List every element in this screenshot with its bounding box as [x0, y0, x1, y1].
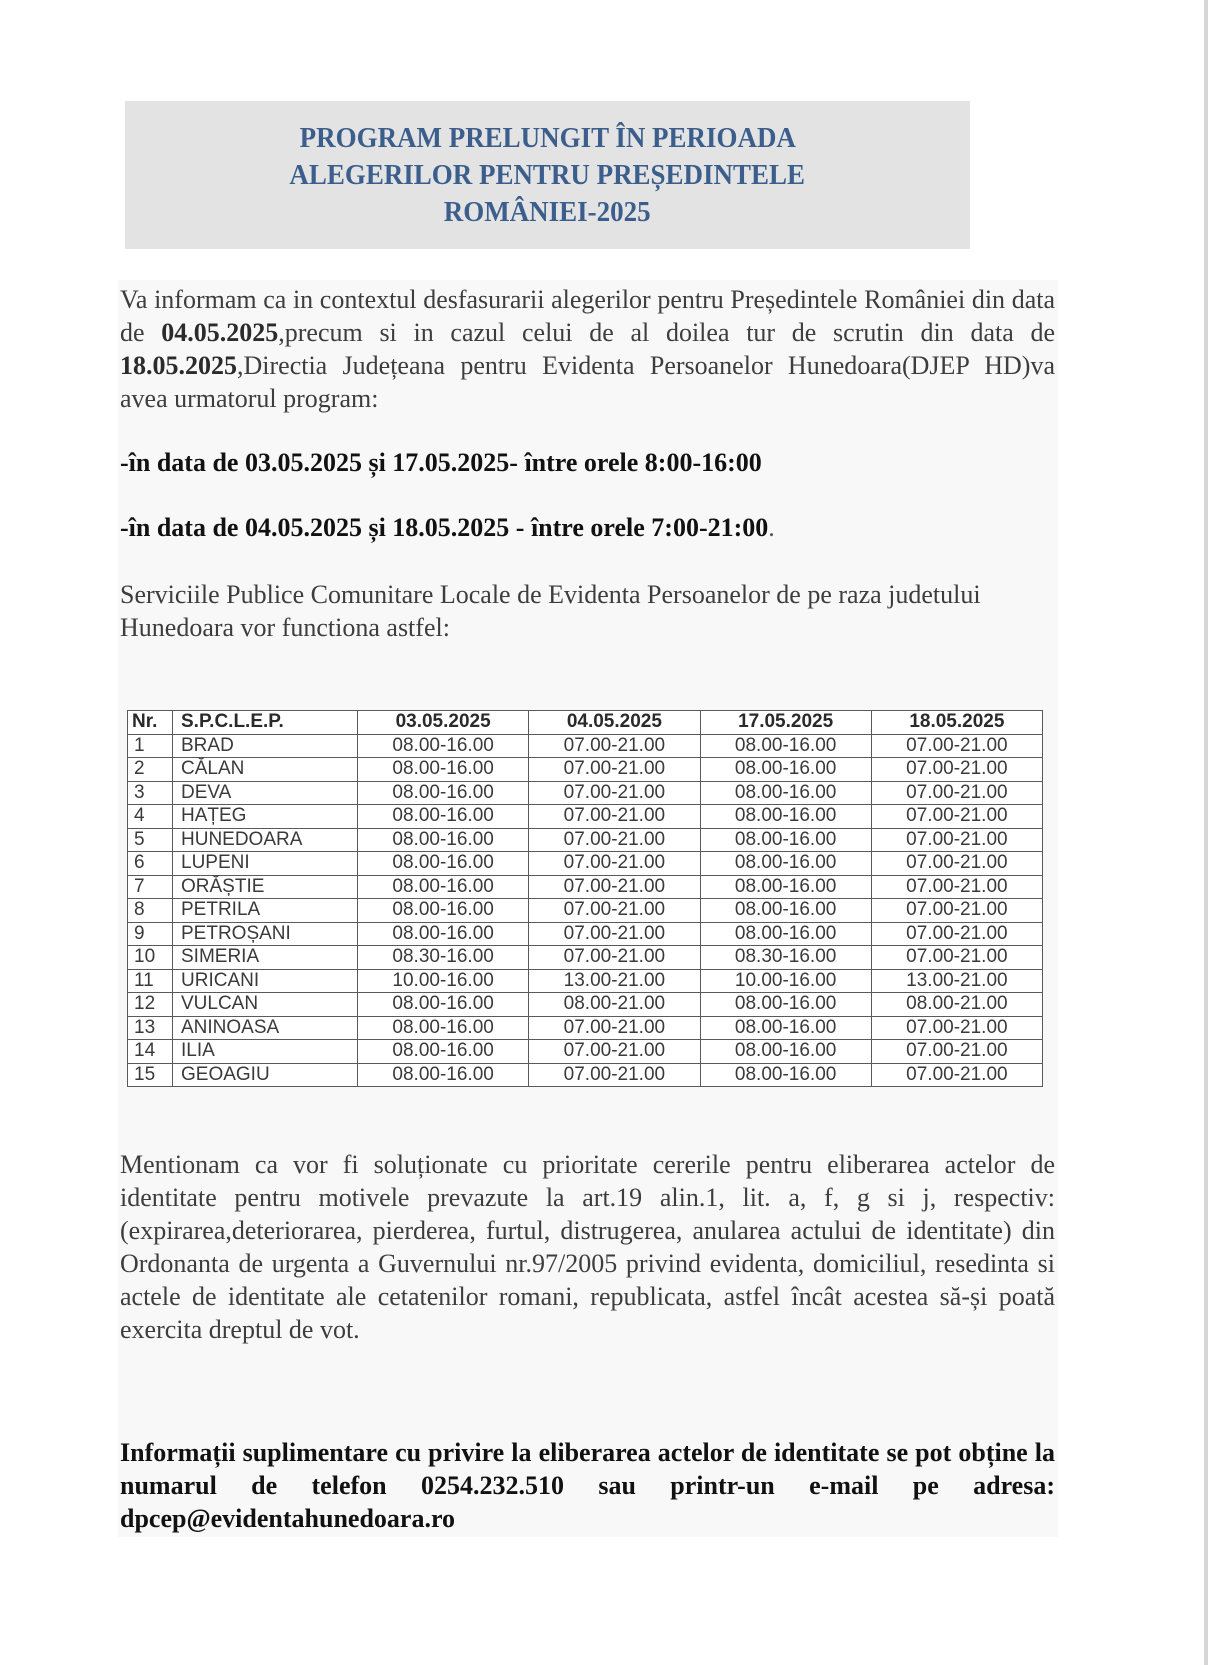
hours-03-05: 08.00-16.00 [358, 875, 529, 899]
hours-18-05: 08.00-21.00 [871, 993, 1042, 1017]
hours-17-05: 08.00-16.00 [700, 805, 871, 829]
spclep-name: LUPENI [173, 852, 358, 876]
intro-text-3: ,Directia Județeana pentru Evidenta Persoanelor Hunedoara(DJEP HD)va avea urmatorul program: [120, 351, 1055, 413]
table-row [128, 805, 1043, 829]
table-row [128, 1063, 1043, 1087]
schedule-line-text: -în data de 04.05.2025 și 18.05.2025 - între orele 7:00-21:00 [120, 513, 769, 542]
spclep-name: BRAD [173, 734, 358, 758]
row-number: 13 [128, 1016, 173, 1040]
hours-17-05: 08.00-16.00 [700, 993, 871, 1017]
hours-17-05: 08.00-16.00 [700, 1063, 871, 1087]
title-banner [125, 101, 970, 249]
hours-04-05: 07.00-21.00 [529, 1016, 700, 1040]
footer-text: Informații suplimentare cu privire la eliberarea actelor de identitate se pot obține la numarul de telefon [120, 1438, 1055, 1500]
table-row [128, 852, 1043, 876]
hours-04-05: 13.00-21.00 [529, 969, 700, 993]
header-date-3: 17.05.2025 [700, 711, 871, 735]
row-number: 8 [128, 899, 173, 923]
priority-note: Mentionam ca vor fi soluționate cu prioritate cererile pentru eliberarea actelor de identitate pentru motivele prevazute la art.19 alin.1, lit. a, f, g si j, respectiv:(expirarea,deteriorarea, pierderea, furtul, distrugerea, anularea actului de identitate) din Ordonanta de urgenta a Guvernului nr.97/2005 privind evidenta, domiciliul, resedinta si actele de identitate ale cetatenilor romani, republicata, astfel încât acestea să-și poată exercita dreptul de vot. [120, 1150, 1055, 1344]
schedule-line-saturdays [120, 448, 762, 478]
hours-04-05: 07.00-21.00 [529, 734, 700, 758]
hours-04-05: 07.00-21.00 [529, 781, 700, 805]
row-number: 10 [128, 946, 173, 970]
spclep-name: ORĂȘTIE [173, 875, 358, 899]
hours-03-05: 08.00-16.00 [358, 899, 529, 923]
hours-03-05: 08.00-16.00 [358, 922, 529, 946]
hours-03-05: 08.00-16.00 [358, 1040, 529, 1064]
header-date-1: 03.05.2025 [358, 711, 529, 735]
title-line-3: ROMÂNIEI-2025 [444, 195, 651, 228]
row-number: 6 [128, 852, 173, 876]
hours-18-05: 07.00-21.00 [871, 1040, 1042, 1064]
row-number: 7 [128, 875, 173, 899]
header-date-4: 18.05.2025 [871, 711, 1042, 735]
hours-18-05: 07.00-21.00 [871, 852, 1042, 876]
hours-03-05: 08.00-16.00 [358, 758, 529, 782]
hours-04-05: 07.00-21.00 [529, 899, 700, 923]
hours-17-05: 10.00-16.00 [700, 969, 871, 993]
email-address[interactable]: dpcep@evidentahunedoara.ro [120, 1504, 456, 1533]
table-row [128, 875, 1043, 899]
hours-18-05: 07.00-21.00 [871, 899, 1042, 923]
intro-text-1: Va informam ca in contextul desfasurarii alegerilor pentru Președintele României din data de [120, 285, 1055, 347]
hours-03-05: 08.00-16.00 [358, 828, 529, 852]
title-line-1: PROGRAM PRELUNGIT ÎN PERIOADA [299, 121, 796, 154]
hours-04-05: 07.00-21.00 [529, 852, 700, 876]
row-number: 15 [128, 1063, 173, 1087]
hours-04-05: 07.00-21.00 [529, 946, 700, 970]
hours-04-05: 07.00-21.00 [529, 758, 700, 782]
spclep-name: VULCAN [173, 993, 358, 1017]
hours-18-05: 07.00-21.00 [871, 758, 1042, 782]
table-row [128, 758, 1043, 782]
phone-number[interactable]: 0254.232.510 [420, 1471, 564, 1500]
spclep-name: GEOAGIU [173, 1063, 358, 1087]
table-row [128, 899, 1043, 923]
first-round-date: 04.05.2025 [161, 318, 279, 347]
table-row [128, 828, 1043, 852]
spclep-name: SIMERIA [173, 946, 358, 970]
schedule-table [127, 710, 1043, 1087]
spclep-name: CĂLAN [173, 758, 358, 782]
hours-03-05: 08.00-16.00 [358, 781, 529, 805]
schedule-line-text: -în data de 03.05.2025 și 17.05.2025- între orele 8:00-16:00 [120, 448, 762, 477]
hours-04-05: 07.00-21.00 [529, 875, 700, 899]
hours-17-05: 08.00-16.00 [700, 922, 871, 946]
intro-paragraph [120, 283, 1055, 415]
title-line-2: ALEGERILOR PENTRU PREȘEDINTELE [289, 158, 806, 191]
hours-04-05: 07.00-21.00 [529, 1063, 700, 1087]
spclep-name: URICANI [173, 969, 358, 993]
header-nr: Nr. [128, 711, 173, 735]
row-number: 3 [128, 781, 173, 805]
spclep-name: ANINOASA [173, 1016, 358, 1040]
row-number: 9 [128, 922, 173, 946]
hours-17-05: 08.00-16.00 [700, 734, 871, 758]
row-number: 1 [128, 734, 173, 758]
row-number: 11 [128, 969, 173, 993]
hours-18-05: 07.00-21.00 [871, 805, 1042, 829]
hours-04-05: 07.00-21.00 [529, 805, 700, 829]
table-row [128, 922, 1043, 946]
table-row [128, 734, 1043, 758]
hours-18-05: 07.00-21.00 [871, 1016, 1042, 1040]
schedule-line-sundays [120, 513, 775, 543]
hours-17-05: 08.00-16.00 [700, 758, 871, 782]
spclep-name: DEVA [173, 781, 358, 805]
hours-18-05: 07.00-21.00 [871, 922, 1042, 946]
hours-17-05: 08.30-16.00 [700, 946, 871, 970]
hours-18-05: 07.00-21.00 [871, 828, 1042, 852]
row-number: 2 [128, 758, 173, 782]
spclep-name: PETROȘANI [173, 922, 358, 946]
hours-03-05: 08.00-16.00 [358, 993, 529, 1017]
hours-18-05: 07.00-21.00 [871, 734, 1042, 758]
table-row [128, 1040, 1043, 1064]
hours-17-05: 08.00-16.00 [700, 1040, 871, 1064]
hours-04-05: 08.00-21.00 [529, 993, 700, 1017]
row-number: 5 [128, 828, 173, 852]
table-row [128, 781, 1043, 805]
hours-03-05: 10.00-16.00 [358, 969, 529, 993]
schedule-line-suffix: . [768, 513, 775, 542]
hours-17-05: 08.00-16.00 [700, 828, 871, 852]
hours-03-05: 08.30-16.00 [358, 946, 529, 970]
hours-03-05: 08.00-16.00 [358, 805, 529, 829]
hours-17-05: 08.00-16.00 [700, 781, 871, 805]
spclep-name: HAȚEG [173, 805, 358, 829]
hours-04-05: 07.00-21.00 [529, 1040, 700, 1064]
hours-17-05: 08.00-16.00 [700, 852, 871, 876]
page-edge-divider [1204, 0, 1208, 1665]
hours-17-05: 08.00-16.00 [700, 1016, 871, 1040]
hours-03-05: 08.00-16.00 [358, 1063, 529, 1087]
hours-18-05: 13.00-21.00 [871, 969, 1042, 993]
hours-03-05: 08.00-16.00 [358, 1016, 529, 1040]
row-number: 4 [128, 805, 173, 829]
hours-18-05: 07.00-21.00 [871, 1063, 1042, 1087]
contact-footer [120, 1436, 1055, 1535]
second-round-date: 18.05.2025 [120, 351, 237, 380]
table-header-row [128, 711, 1043, 735]
table-row [128, 1016, 1043, 1040]
hours-03-05: 08.00-16.00 [358, 852, 529, 876]
table-row [128, 946, 1043, 970]
header-spclep: S.P.C.L.E.P. [173, 711, 358, 735]
table-row [128, 969, 1043, 993]
services-intro: Serviciile Publice Comunitare Locale de Evidenta Persoanelor de pe raza judetului Hunedoara vor functiona astfel: [120, 580, 981, 642]
footer-text-middle: sau printr-un e-mail pe adresa: [563, 1471, 1055, 1500]
header-date-2: 04.05.2025 [529, 711, 700, 735]
row-number: 12 [128, 993, 173, 1017]
hours-18-05: 07.00-21.00 [871, 946, 1042, 970]
table-row [128, 993, 1043, 1017]
hours-04-05: 07.00-21.00 [529, 922, 700, 946]
spclep-name: ILIA [173, 1040, 358, 1064]
spclep-name: HUNEDOARA [173, 828, 358, 852]
hours-17-05: 08.00-16.00 [700, 875, 871, 899]
hours-04-05: 07.00-21.00 [529, 828, 700, 852]
hours-17-05: 08.00-16.00 [700, 899, 871, 923]
hours-03-05: 08.00-16.00 [358, 734, 529, 758]
hours-18-05: 07.00-21.00 [871, 781, 1042, 805]
spclep-name: PETRILA [173, 899, 358, 923]
row-number: 14 [128, 1040, 173, 1064]
hours-18-05: 07.00-21.00 [871, 875, 1042, 899]
intro-text-2: ,precum si in cazul celui de al doilea tur de scrutin din data de [278, 318, 1056, 347]
